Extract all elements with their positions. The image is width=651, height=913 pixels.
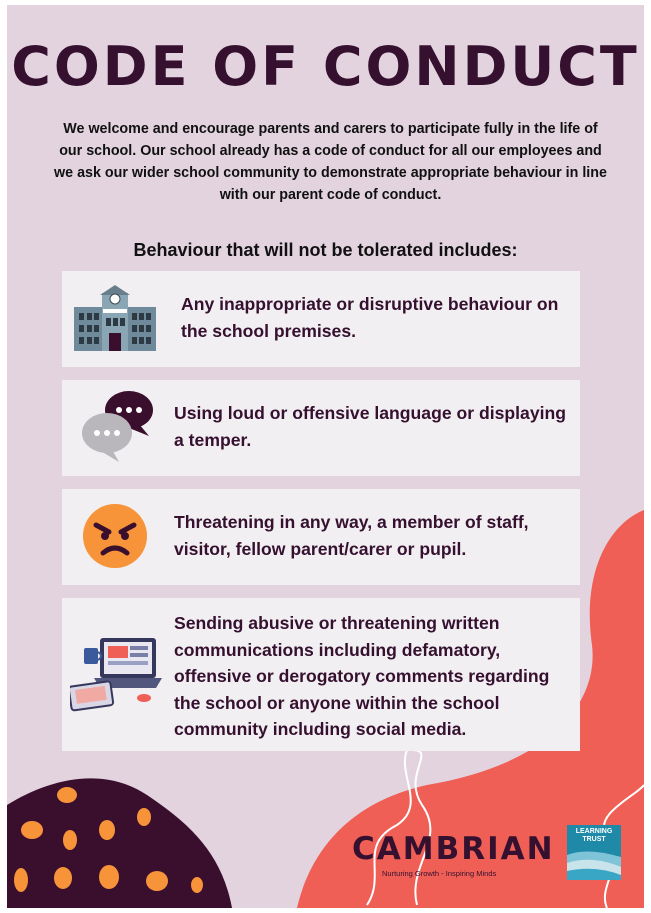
learning-trust-badge	[567, 825, 621, 880]
conduct-item-1	[62, 271, 580, 367]
conduct-item-text: Threatening in any way, a member of staff, visitor, fellow parent/carer or pupil.	[174, 512, 529, 559]
cambrian-logo	[352, 825, 632, 885]
conduct-item-3	[62, 489, 580, 585]
intro-paragraph: We welcome and encourage parents and carers to participate fully in the life of our school. Our school already has a code of conduct for all our employees and we ask our wider school community to demonstrate appropriate behaviour in line with our parent code of conduct.	[54, 121, 607, 203]
conduct-item-text: Using loud or offensive language or displaying a temper.	[174, 403, 566, 450]
logo-wordmark: CAMBRIAN	[352, 831, 555, 867]
conduct-item-text: Sending abusive or threatening written communications including defamatory, offensive or derogatory comments regarding the school or anyone within the school community including social media.	[174, 613, 550, 739]
conduct-item-4	[62, 598, 580, 751]
laptop-devices-icon	[70, 632, 162, 712]
page-title: CODE OF CONDUCT	[11, 35, 640, 98]
landscape-icon	[567, 825, 621, 880]
school-building-icon	[72, 285, 158, 353]
section-heading: Behaviour that will not be tolerated includes:	[133, 240, 518, 260]
speech-bubbles-icon	[77, 390, 157, 462]
badge-label: LEARNING TRUST	[575, 828, 613, 843]
angry-face-icon	[82, 503, 148, 569]
conduct-item-text: Any inappropriate or disruptive behaviour on the school premises.	[181, 294, 559, 341]
conduct-item-2	[62, 380, 580, 476]
poster	[7, 5, 644, 908]
logo-tagline: Nurturing Growth - Inspiring Minds	[382, 869, 497, 878]
